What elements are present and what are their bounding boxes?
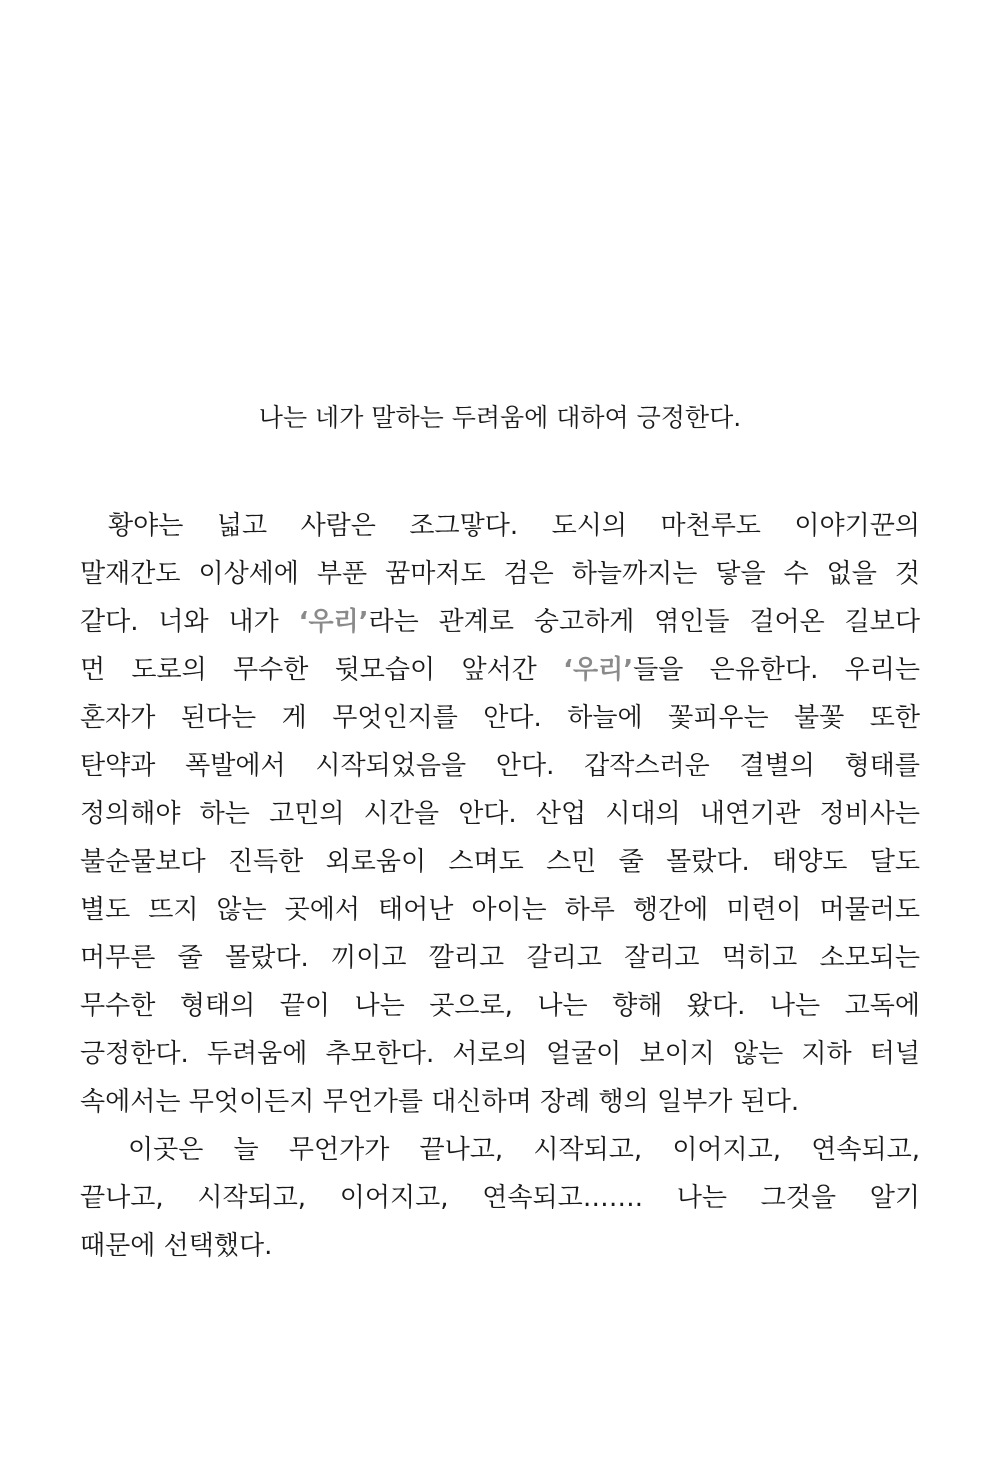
text-line: 머무른 줄 몰랐다. 끼이고 깔리고 갈리고 잘리고 먹히고 소모되는 <box>80 943 920 973</box>
text-line: 끝나고, 시작되고, 이어지고, 연속되고……. 나는 그것을 알기 <box>80 1183 920 1213</box>
text-line: 별도 뜨지 않는 곳에서 태어난 아이는 하루 행간에 미련이 머물러도 <box>80 895 920 925</box>
paragraph-1 <box>80 502 920 1126</box>
text-line <box>80 598 920 646</box>
paragraph-2 <box>80 1126 920 1270</box>
text-line: 때문에 선택했다. <box>80 1231 273 1261</box>
body-text <box>80 502 920 1270</box>
text-line: 불순물보다 진득한 외로움이 스며도 스민 줄 몰랐다. 태양도 달도 <box>80 847 920 877</box>
text-line: 황야는 넓고 사람은 조그맣다. 도시의 마천루도 이야기꾼의 <box>108 511 920 541</box>
text-line: 이곳은 늘 무언가가 끝나고, 시작되고, 이어지고, 연속되고, <box>128 1135 920 1165</box>
epigraph: 나는 네가 말하는 두려움에 대하여 긍정한다. <box>258 403 742 432</box>
emphasized-word: ‘우리’ <box>298 607 369 637</box>
text-line: 무수한 형태의 끝이 나는 곳으로, 나는 향해 왔다. 나는 고독에 <box>80 991 920 1021</box>
text-segment: 들을 은유한다. 우리는 <box>633 655 920 685</box>
text-line <box>80 646 920 694</box>
emphasized-word: ‘우리’ <box>563 655 634 685</box>
text-segment: 라는 관계로 숭고하게 엮인들 걸어온 길보다 <box>368 607 920 637</box>
text-line: 탄약과 폭발에서 시작되었음을 안다. 갑작스러운 결별의 형태를 <box>80 751 920 781</box>
text-line: 속에서는 무엇이든지 무언가를 대신하며 장례 행의 일부가 된다. <box>80 1087 800 1117</box>
text-line: 긍정한다. 두려움에 추모한다. 서로의 얼굴이 보이지 않는 지하 터널 <box>80 1039 920 1069</box>
text-line: 혼자가 된다는 게 무엇인지를 안다. 하늘에 꽃피우는 불꽃 또한 <box>80 703 920 733</box>
text-line: 정의해야 하는 고민의 시간을 안다. 산업 시대의 내연기관 정비사는 <box>80 799 920 829</box>
text-line: 말재간도 이상세에 부푼 꿈마저도 검은 하늘까지는 닿을 수 없을 것 <box>80 559 920 589</box>
text-segment: 먼 도로의 무수한 뒷모습이 앞서간 <box>80 655 564 685</box>
text-segment: 같다. 너와 내가 <box>80 607 299 637</box>
